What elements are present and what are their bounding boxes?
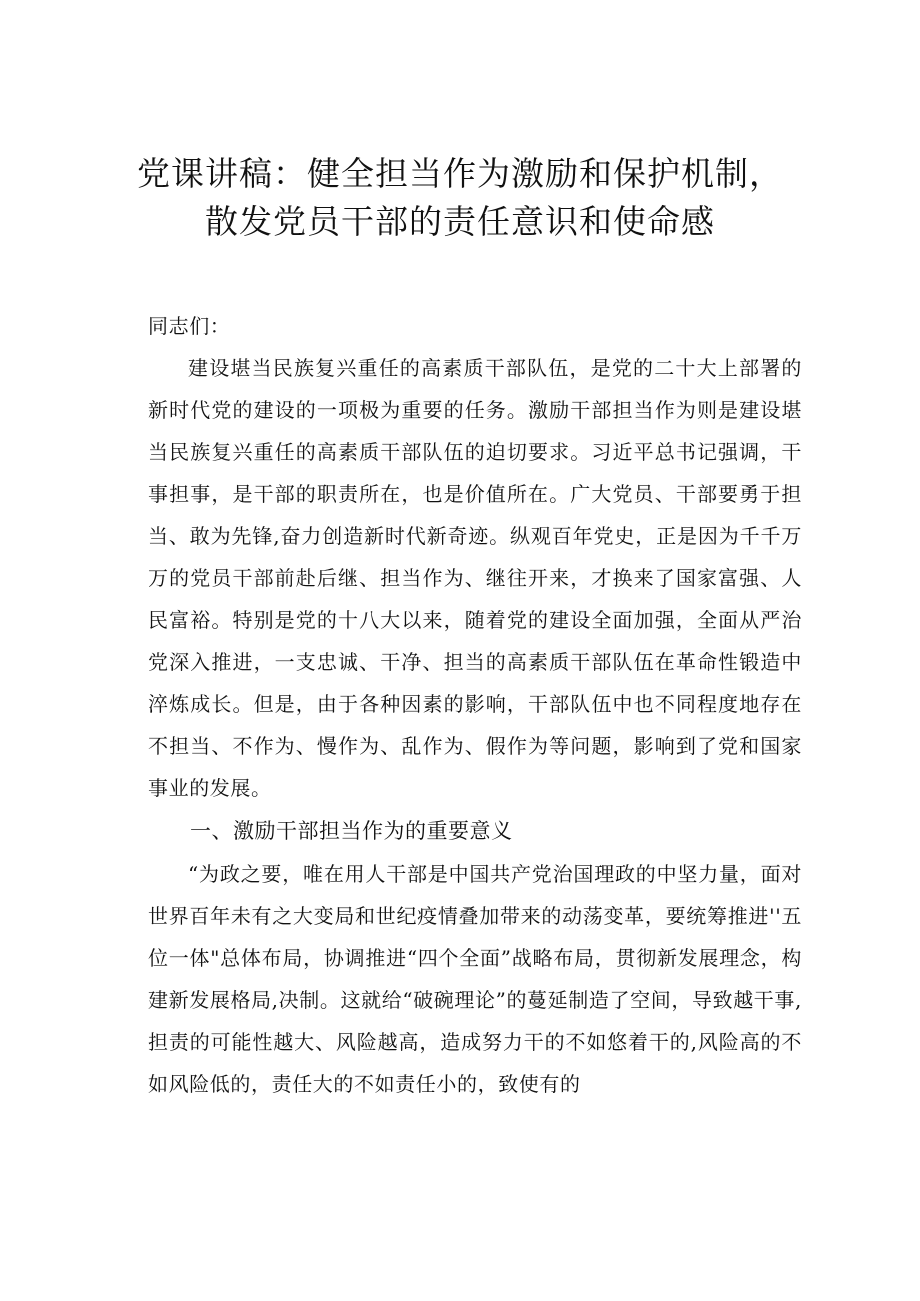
section-paragraph: “为政之要，唯在用人干部是中国共产党治国理政的中坚力量，面对世界百年未有之大变局和世纪疫情叠加带来的动荡变革，要统筹推进''五位一体"总体布局，协调推进“四个全面”战略布局，贯彻新发展理念，构建新发展格局,决制。这就给“破碗理论”的蔓延制造了空间，导致越干事,担责的可能性越大、风险越高，造成努力干的不如悠着干的,风险高的不如风险低的，责任大的不如责任小的，致使有的 [148,862,802,1096]
title-line-1: 党课讲稿：健全担当作为激励和保护机制， [137,154,783,193]
salutation: 同志们： [148,314,231,338]
title-line-2: 散发党员干部的责任意识和使命感 [205,202,715,241]
section-heading: 一、激励干部担当作为的重要意义 [190,819,513,843]
document-title [120,150,800,246]
document-body [148,305,802,1105]
intro-paragraph: 建设堪当民族复兴重任的高素质干部队伍，是党的二十大上部署的新时代党的建设的一项极为重要的任务。激励干部担当作为则是建设堪当民族复兴重任的高素质干部队伍的迫切要求。习近平总书记强调，干事担事，是干部的职责所在，也是价值所在。广大党员、干部要勇于担当、敢为先锋,奋力创造新时代新奇迹。纵观百年党史，正是因为千千万万的党员干部前赴后继、担当作为、继往开来，才换来了国家富强、人民富裕。特别是党的十八大以来，随着党的建设全面加强，全面从严治党深入推进，一支忠诚、干净、担当的高素质干部队伍在革命性锻造中淬炼成长。但是，由于各种因素的影响，干部队伍中也不同程度地存在不担当、不作为、慢作为、乱作为、假作为等问题，影响到了党和国家事业的发展。 [148,356,802,800]
